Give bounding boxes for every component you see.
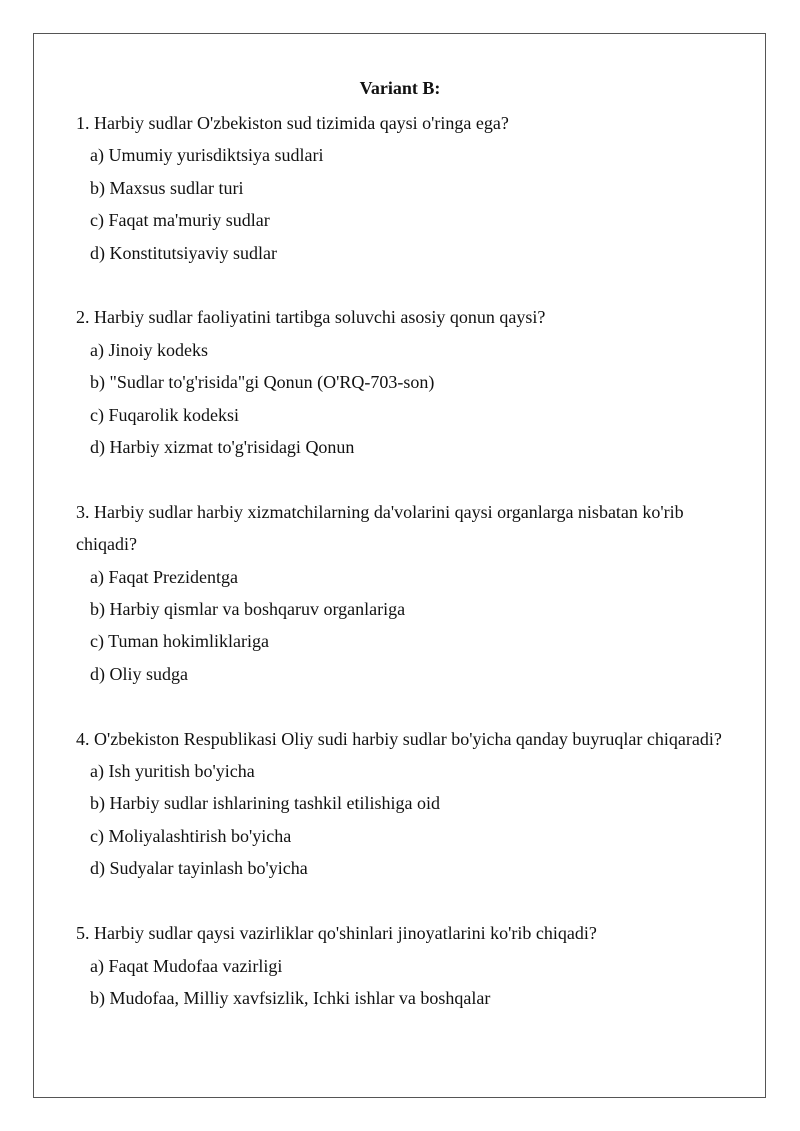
variant-title: Variant B: [359, 78, 441, 98]
answer-option: c) Moliyalashtirish bo'yicha [90, 825, 292, 846]
question-block [76, 496, 726, 690]
answer-option: b) Harbiy sudlar ishlarining tashkil etilishiga oid [90, 793, 440, 814]
spacer [76, 269, 726, 301]
spacer [76, 690, 726, 722]
question-block [76, 107, 726, 269]
answer-option: a) Ish yuritish bo'yicha [90, 761, 255, 782]
question-text: 1. Harbiy sudlar O'zbekiston sud tizimida qaysi o'ringa ega? [76, 113, 509, 133]
answer-option: a) Faqat Mudofaa vazirligi [90, 955, 283, 976]
answer-option: c) Faqat ma'muriy sudlar [90, 210, 270, 231]
answer-option: a) Faqat Prezidentga [90, 566, 238, 587]
answer-option: d) Oliy sudga [90, 663, 188, 684]
answer-option: a) Umumiy yurisdiktsiya sudlari [90, 145, 324, 166]
question-text: 3. Harbiy sudlar harbiy xizmatchilarning da'volarini qaysi organlarga nisbatan ko'rib chiqadi? [76, 501, 684, 555]
quiz-content [76, 107, 726, 1014]
spacer [76, 885, 726, 917]
question-block [76, 723, 726, 885]
question-text: 5. Harbiy sudlar qaysi vazirliklar qo'shinlari jinoyatlarini ko'rib chiqadi? [76, 923, 597, 944]
answer-option: d) Konstitutsiyaviy sudlar [90, 242, 277, 263]
answer-option: b) Maxsus sudlar turi [90, 177, 244, 198]
answer-option: d) Sudyalar tayinlash bo'yicha [90, 858, 308, 879]
answer-option: b) "Sudlar to'g'risida"gi Qonun (O'RQ-703-son) [90, 372, 435, 393]
answer-option: c) Tuman hokimliklariga [90, 631, 269, 652]
answer-option: d) Harbiy xizmat to'g'risidagi Qonun [90, 437, 355, 458]
answer-option: c) Fuqarolik kodeksi [90, 404, 239, 425]
question-text: 2. Harbiy sudlar faoliyatini tartibga soluvchi asosiy qonun qaysi? [76, 307, 546, 328]
spacer [76, 463, 726, 495]
question-block [76, 301, 726, 463]
answer-option: b) Harbiy qismlar va boshqaruv organlariga [90, 599, 406, 620]
answer-option: b) Mudofaa, Milliy xavfsizlik, Ichki ishlar va boshqalar [90, 987, 491, 1008]
answer-option: a) Jinoiy kodeks [90, 339, 208, 360]
question-block [76, 917, 726, 1014]
question-text: 4. O'zbekiston Respublikasi Oliy sudi harbiy sudlar bo'yicha qanday buyruqlar chiqaradi? [76, 728, 722, 749]
